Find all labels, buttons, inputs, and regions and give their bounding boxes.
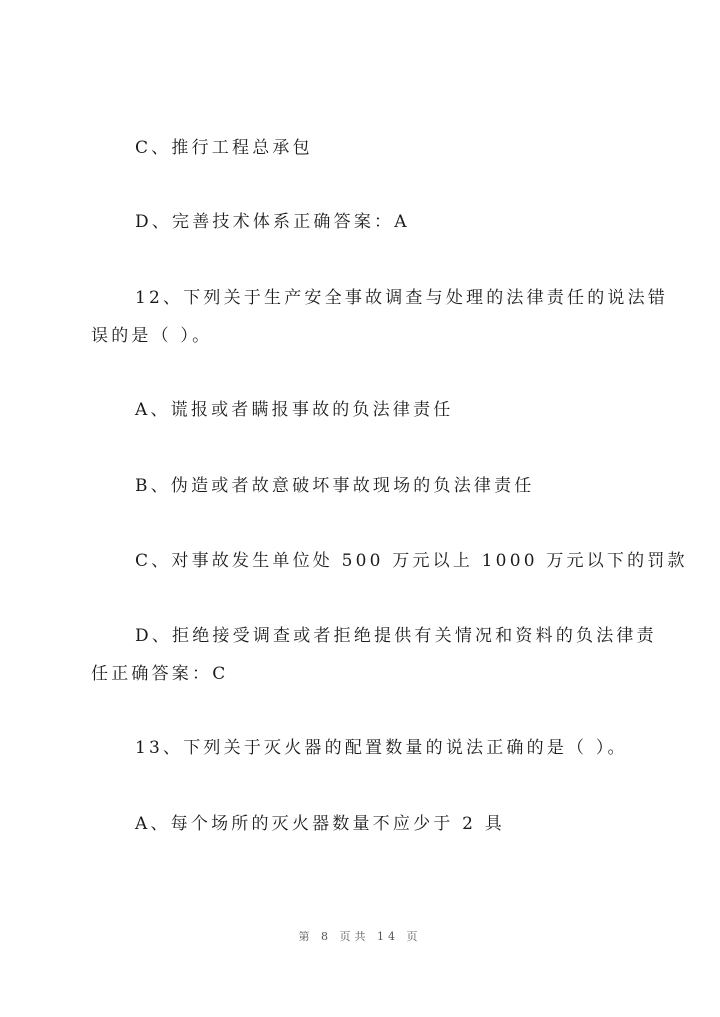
option-d-q12-line-2: 任正确答案：C [91,664,229,684]
option-c-q12: C、对事故发生单位处 500 万元以上 1000 万元以下的罚款 [135,551,688,571]
question-13: 13、下列关于灭火器的配置数量的说法正确的是（ ）。 [135,738,628,758]
question-12-line-2: 误的是（ ）。 [91,326,213,346]
option-c-q11: C、推行工程总承包 [135,138,313,158]
option-d-q11-answer: D、完善技术体系正确答案：A [135,212,410,232]
question-12-line-1: 12、下列关于生产安全事故调查与处理的法律责任的说法错 [135,288,669,308]
page-number-footer: 第 8 页共 14 页 [298,930,422,943]
option-d-q12-line-1: D、拒绝接受调查或者拒绝提供有关情况和资料的负法律责 [135,626,657,646]
option-a-q13: A、每个场所的灭火器数量不应少于 2 具 [135,814,505,834]
option-a-q12: A、谎报或者瞒报事故的负法律责任 [135,400,454,420]
option-b-q12: B、伪造或者故意破坏事故现场的负法律责任 [135,476,535,496]
